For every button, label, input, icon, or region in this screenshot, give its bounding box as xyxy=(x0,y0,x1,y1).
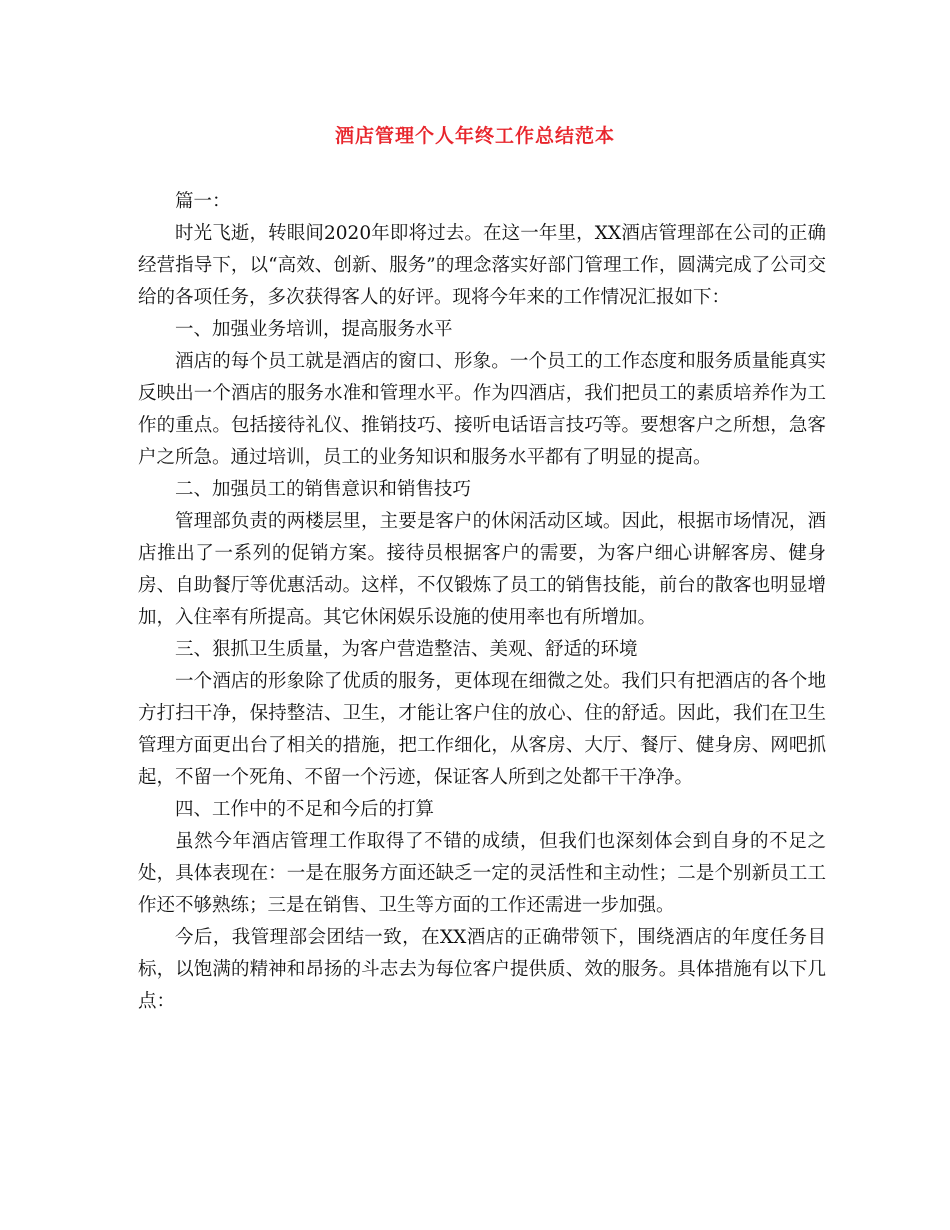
paragraph-training: 酒店的每个员工就是酒店的窗口、形象。一个员工的工作态度和服务质量能真实反映出一个酒店的服务水准和管理水平。作为四酒店，我们把员工的素质培养作为工作的重点。包括接待礼仪、推销技巧、接听电话语言技巧等。要想客户之所想，急客户之所急。通过培训，员工的业务知识和服务水平都有了明显的提高。 xyxy=(138,351,826,468)
paragraph-hygiene: 一个酒店的形象除了优质的服务，更体现在细微之处。我们只有把酒店的各个地方打扫干净，保持整洁、卫生，才能让客户住的放心、住的舒适。因此，我们在卫生管理方面更出台了相关的措施，把工作细化，从客房、大厅、餐厅、健身房、网吧抓起，不留一个死角、不留一个污迹，保证客人所到之处都干干净净。 xyxy=(138,671,826,788)
paragraph-future: 今后，我管理部会团结一致，在XX酒店的正确带领下，围绕酒店的年度任务目标，以饱满的精神和昂扬的斗志去为每位客户提供质、效的服务。具体措施有以下几点： xyxy=(138,927,826,1012)
document-title: 酒店管理个人年终工作总结范本 xyxy=(334,125,615,147)
section-label: 篇一： xyxy=(175,191,231,212)
document-body xyxy=(138,186,826,1018)
heading-training: 一、加强业务培训，提高服务水平 xyxy=(175,319,453,340)
heading-sales: 二、加强员工的销售意识和销售技巧 xyxy=(175,479,472,500)
intro-paragraph: 时光飞逝，转眼间2020年即将过去。在这一年里，XX酒店管理部在公司的正确经营指导下，以“高效、创新、服务”的理念落实好部门管理工作，圆满完成了公司交给的各项任务，多次获得客人的好评。现将今年来的工作情况汇报如下： xyxy=(138,223,826,308)
heading-hygiene: 三、狠抓卫生质量，为客户营造整洁、美观、舒适的环境 xyxy=(175,639,638,660)
paragraph-shortcomings: 虽然今年酒店管理工作取得了不错的成绩，但我们也深刻体会到自身的不足之处，具体表现在：一是在服务方面还缺乏一定的灵活性和主动性；二是个别新员工工作还不够熟练；三是在销售、卫生等方面的工作还需进一步加强。 xyxy=(138,831,826,916)
heading-shortcomings: 四、工作中的不足和今后的打算 xyxy=(175,799,435,820)
paragraph-sales: 管理部负责的两楼层里，主要是客户的休闲活动区域。因此，根据市场情况，酒店推出了一系列的促销方案。接待员根据客户的需要，为客户细心讲解客房、健身房、自助餐厅等优惠活动。这样，不仅锻炼了员工的销售技能，前台的散客也明显增加，入住率有所提高。其它休闲娱乐设施的使用率也有所增加。 xyxy=(138,511,826,628)
